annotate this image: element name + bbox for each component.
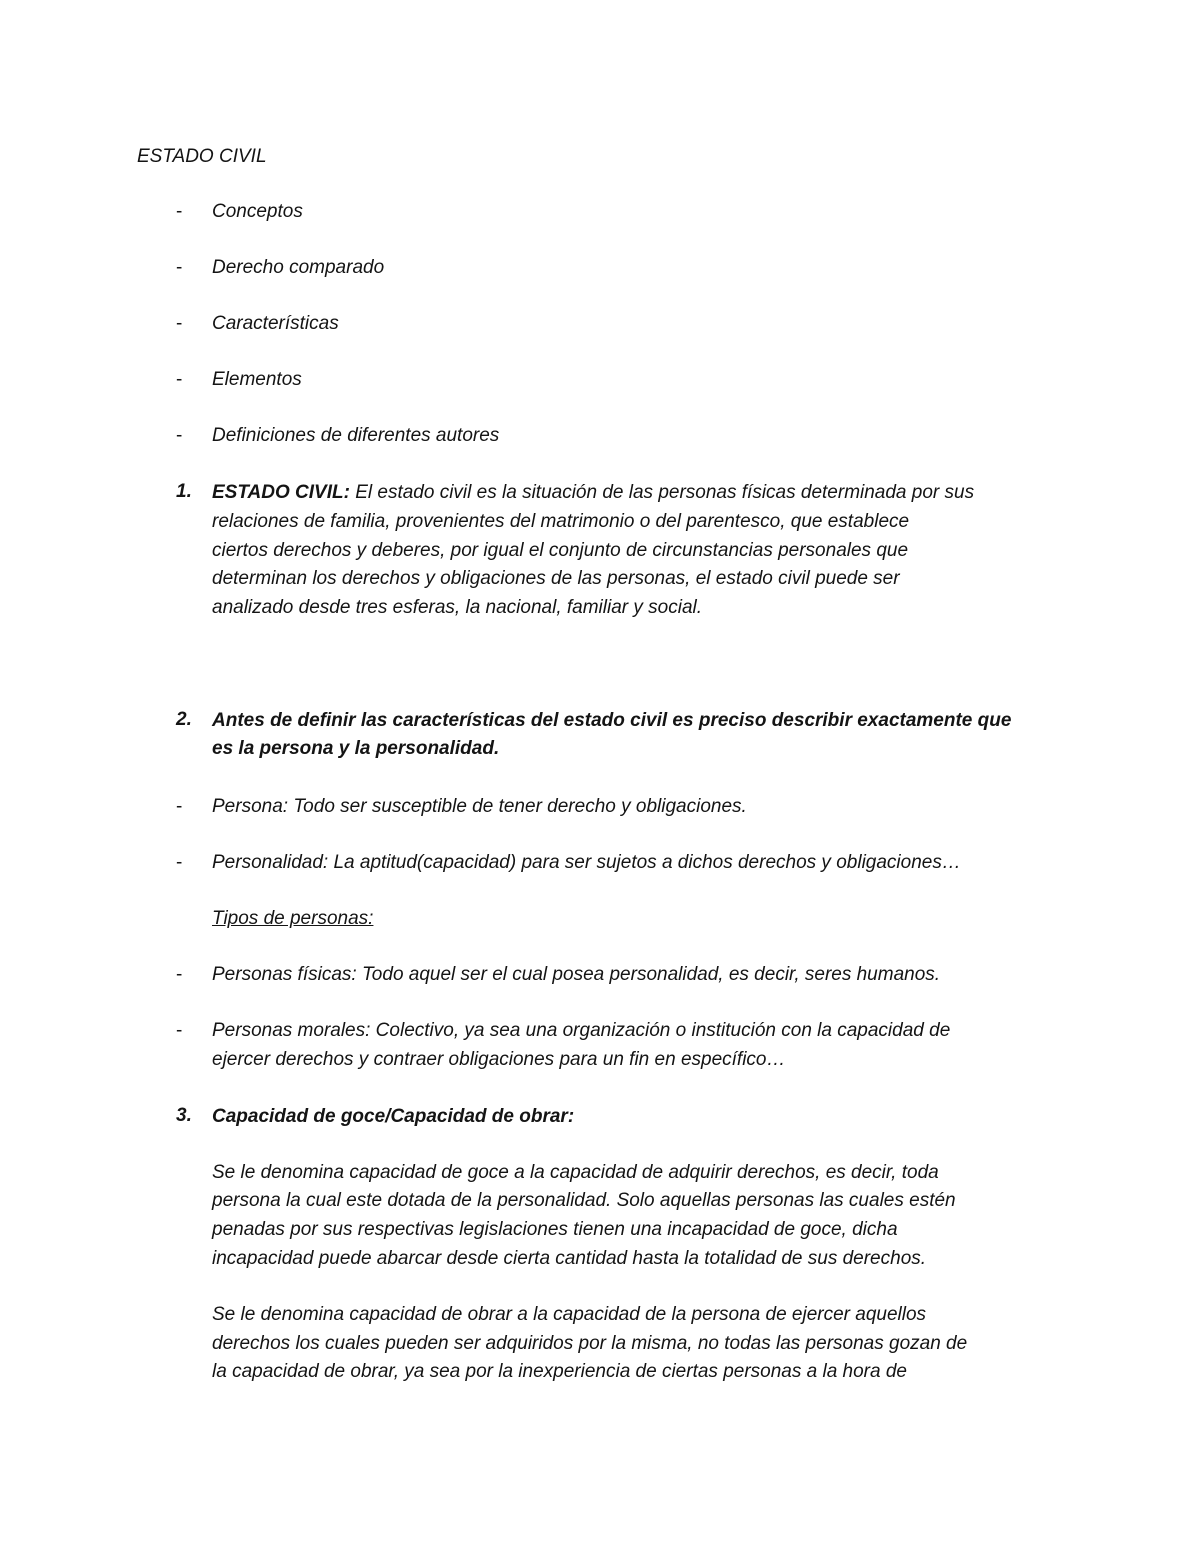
bullet-marker: - [176,964,183,985]
bullet-marker: - [176,201,183,222]
types-heading: Tipos de personas: [212,908,374,929]
paragraph-line: la capacidad de obrar, ya sea por la inexperiencia de ciertas personas a la hora de [212,1361,907,1382]
bullet-marker: - [176,257,183,278]
bullet-marker: - [176,852,183,873]
section-line [212,479,974,508]
definition-item: Persona: Todo ser susceptible de tener derecho y obligaciones. [212,796,747,817]
bullet-marker: - [176,313,183,334]
section-number: 1. [176,481,192,502]
section-heading: ESTADO CIVIL: [212,482,350,503]
bullet-marker: - [176,796,183,817]
bullet-marker: - [176,425,183,446]
section-heading: es la persona y la personalidad. [212,738,500,759]
section-heading: Antes de definir las características del estado civil es preciso describir exactamente que [212,710,1012,731]
section-heading: Capacidad de goce/Capacidad de obrar: [212,1106,575,1127]
type-item: ejercer derechos y contraer obligaciones para un fin en específico… [212,1049,786,1070]
type-item: Personas morales: Colectivo, ya sea una organización o institución con la capacidad de [212,1020,951,1041]
section-line: relaciones de familia, provenientes del matrimonio o del parentesco, que establece [212,511,910,532]
document-title: ESTADO CIVIL [137,146,267,167]
section-line: analizado desde tres esferas, la nacional, familiar y social. [212,597,703,618]
section-number: 2. [176,709,192,730]
type-item: Personas físicas: Todo aquel ser el cual posea personalidad, es decir, seres humanos. [212,964,941,985]
section-line: ciertos derechos y deberes, por igual el conjunto de circunstancias personales que [212,540,909,561]
bullet-marker: - [176,369,183,390]
list-item: Conceptos [212,201,303,222]
list-item: Definiciones de diferentes autores [212,425,500,446]
section-text: El estado civil es la situación de las personas físicas determinada por sus [349,482,975,503]
paragraph-line: derechos los cuales pueden ser adquiridos por la misma, no todas las personas gozan de [212,1333,968,1354]
list-item: Derecho comparado [212,257,385,278]
section-number: 3. [176,1105,192,1126]
paragraph-line: Se le denomina capacidad de goce a la capacidad de adquirir derechos, es decir, toda [212,1162,939,1183]
paragraph-line: incapacidad puede abarcar desde cierta cantidad hasta la totalidad de sus derechos. [212,1248,927,1269]
paragraph-line: persona la cual este dotada de la personalidad. Solo aquellas personas las cuales estén [212,1190,956,1211]
list-item: Características [212,313,339,334]
bullet-marker: - [176,1020,183,1041]
paragraph-line: Se le denomina capacidad de obrar a la capacidad de la persona de ejercer aquellos [212,1304,927,1325]
definition-item: Personalidad: La aptitud(capacidad) para ser sujetos a dichos derechos y obligaciones… [212,852,961,873]
list-item: Elementos [212,369,302,390]
paragraph-line: penadas por sus respectivas legislaciones tienen una incapacidad de goce, dicha [212,1219,898,1240]
section-line: determinan los derechos y obligaciones de las personas, el estado civil puede ser [212,568,900,589]
